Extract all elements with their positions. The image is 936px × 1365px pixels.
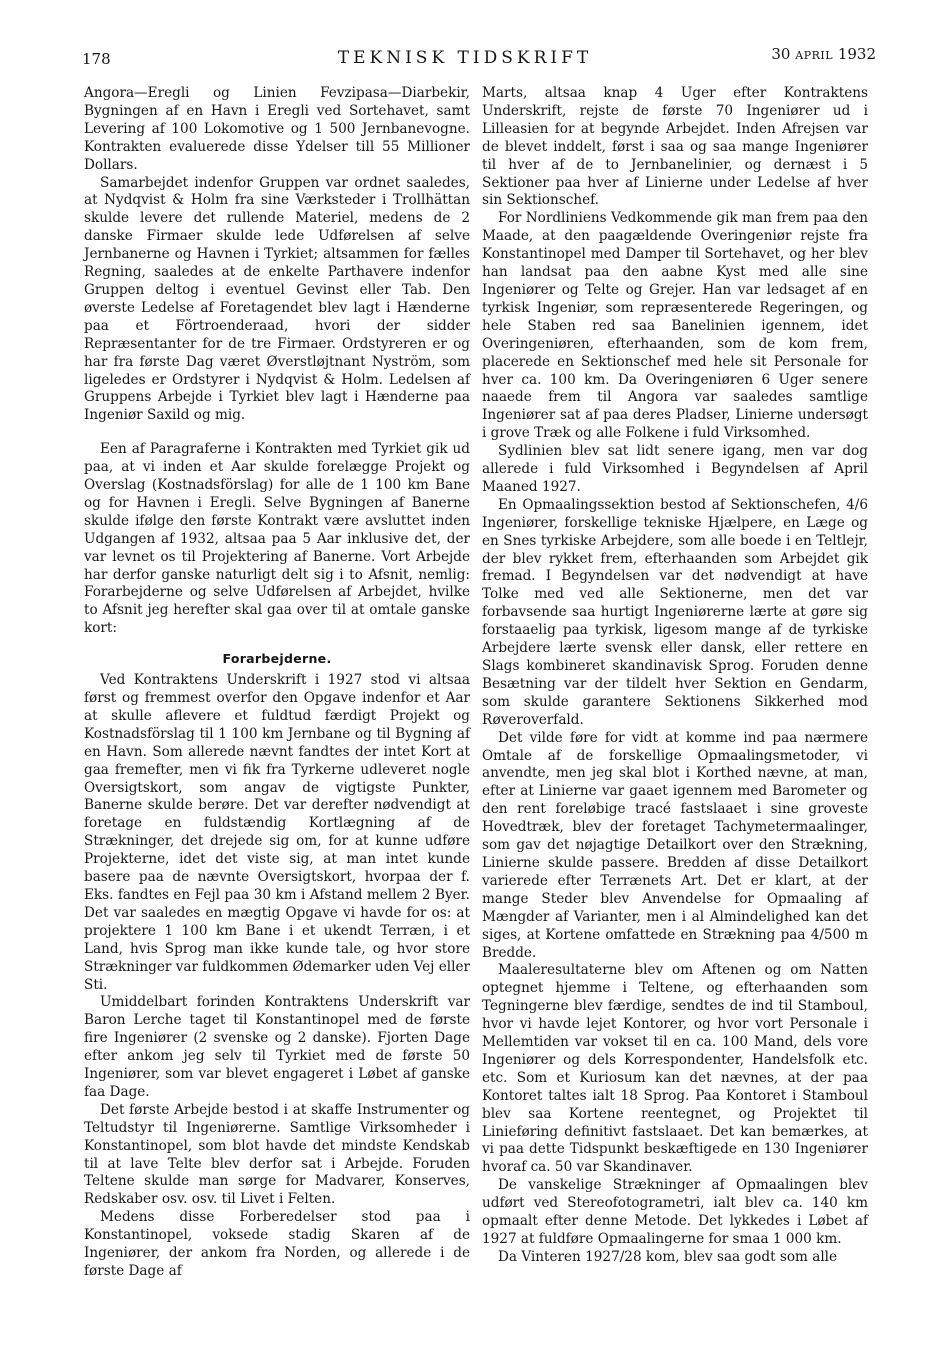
paragraph: De vanskelige Strækninger af Opmaalingen blev udført ved Stereofotogrametri, ialt blev ca. 140 km opmaalt efter denne Metode. Det lykkedes i Løbet af 1927 at fuldføre Opmaalingerne for smaa 1 000 km. xyxy=(482,1177,868,1247)
paragraph: Maaleresultaterne blev om Aftenen og om Natten optegnet hjemme i Teltene, og efterhaanden som Tegningerne blev færdige, sendtes de ind til Stamboul, hvor vi havde lejet Kontorer, og hvor vort Personale i Mellemtiden var vokset til en ca. 100 Mand, dels vore Ingeniører og dels Korrespondenter, Handelsfolk etc. etc. Som et Kuriosum kan det nævnes, at der paa Kontoret taltes ialt 18 Sprog. Paa Kontoret i Stamboul blev saa Kortene reentegnet, og Projektet til Linieføring definitivt fastslaaet. Det kan bemærkes, at vi paa dette Tidspunkt beskæftigede en 130 Ingeniører hvoraf ca. 50 var Skandinaver. xyxy=(482,962,868,1176)
issue-date xyxy=(771,45,876,63)
paragraph: Det vilde føre for vidt at komme ind paa nærmere Omtale af de forskellige Opmaalingsmetoder, vi anvendte, men jeg skal blot i Korthed nævne, at man, efter at Linierne var gaaet igennem med Barometer og den rent foreløbige tracé fastslaaet i sine groveste Hovedtræk, blev der foretaget Tachymetermaalinger, som gav det nøjagtige Detailkort over den Strækning, Linierne skulde passere. Bredden af disse Detailkort varierede efter Terrænets Art. Det er klart, at der mange Steder blev Anvendelse for Opmaaling af Mængder af Varianter, men i al Almindelighed kan det siges, at Kortene omfattede en Strækning paa 4/500 m Bredde. xyxy=(482,729,868,961)
paragraph: Ved Kontraktens Underskrift i 1927 stod vi altsaa først og fremmest overfor den Opgave indenfor et Aar at skulle aflevere et fuldtud færdigt Projekt og Kostnadsförslag til 1 100 km Jernbane og til Bygning af en Havn. Som allerede nævnt fandtes der intet Kort at gaa fremefter, men vi fik fra Tyrkerne udleveret nogle Oversigtskort, som angav de vigtigste Punkter, Banerne skulde berøre. Det var derefter nødvendigt at foretage en fuldstændig Kortlægning af de Strækninger, det drejede sig om, for at kunne udføre Projekterne, idet det viste sig, at man intet kunde basere paa de nævnte Oversigtskort, hvorpaa der f. Eks. fandtes en Fejl paa 30 km i Afstand mellem 2 Byer. Det var saaledes en mægtig Opgave vi havde for os: at projektere 1 100 km Bane i et ukendt Terræn, i et Land, hvis Sprog man ikke kunde tale, og hvor store Strækninger var fuldkommen Ødemarker uden Vej eller Sti. xyxy=(84,672,470,993)
paragraph: Da Vinteren 1927/28 kom, blev saa godt som alle xyxy=(498,1248,838,1265)
paragraph: Det første Arbejde bestod i at skaffe Instrumenter og Teltudstyr til Ingeniørerne. Samtlige Virksomheder i Konstantinopel, som blot havde det mindste Kendskab til at lave Telte blev derfor sat i Arbejde. Foruden Teltene skulde man sørge for Madvarer, Konserves, Redskaber osv. osv. til Livet i Felten. xyxy=(84,1101,470,1208)
paragraph: En Opmaalingssektion bestod af Sektionschefen, 4/6 Ingeniører, forskellige tekniske Hjælpere, en Læge og en Snes tyrkiske Arbejdere, som alle boede i en Teltlejr, der blev rykket frem, efterhaanden som Arbejdet gik fremad. I Begyndelsen var det nødvendigt at have Tolke med ved alle Sektionerne, men det var forbavsende saa hurtigt Ingeniørerne lærte at gøre sig forstaaelig paa tyrkisk, ligesom mange af de tyrkiske Arbejdere lærte svensk eller dansk, eller rettere en Slags kombineret skandinavisk Sprog. Foruden denne Besætning var der tildelt hver Sektion en Gendarm, som skulde garantere Sektionens Sikkerhed mod Røveroverfald. xyxy=(482,496,868,728)
section-heading: Forarbejderne. xyxy=(222,651,332,667)
paragraph: Angora—Eregli og Linien Fevzipasa—Diarbekir, Bygningen af en Havn i Eregli ved Sortehavet, samt Levering af 100 Lokomotive og 1 500 Jernbanevogne. Kontrakten evaluerede disse Ydelser till 55 Millioner Dollars. xyxy=(84,85,470,173)
journal-title: TEKNISK TIDSKRIFT xyxy=(337,48,593,68)
page-header xyxy=(0,0,936,80)
left-column xyxy=(84,85,470,1281)
right-column xyxy=(482,85,868,1267)
page-number: 178 xyxy=(82,50,111,68)
paragraph: Marts, altsaa knap 4 Uger efter Kontraktens Underskrift, rejste de første 70 Ingeniører ud i Lilleasien for at begynde Arbejdet. Inden Afrejsen var de blevet inddelt, først i saa og saa mange Ingeniører til hver af de to Jernbanelinier, og dernæst i 5 Sektioner paa hver af Linierne under Ledelse af hver sin Sektionschef. xyxy=(482,85,868,209)
paragraph: For Nordliniens Vedkommende gik man frem paa den Maade, at den paagældende Overingeniør rejste fra Konstantinopel med Damper til Sortehavet, og her blev han landsat paa den aabne Kyst med alle sine Ingeniører og Telte og Grejer. Han var ledsaget af en tyrkisk Ingeniør, som repræsenterede Regeringen, og hele Staben red saa Banelinien igennem, idet Overingeniøren, efterhaanden, som de kom frem, placerede en Sektionschef med hele sit Personale for hver ca. 100 km. Da Overingeniøren 6 Uger senere naaede frem til Angora var saaledes samtlige Ingeniører sat af paa deres Pladser, Linierne undersøgt i grove Træk og alle Folkene i fuld Virksomhed. xyxy=(482,210,868,442)
issue-date-month: APRIL xyxy=(795,49,834,62)
paragraph: Sydlinien blev sat lidt senere igang, men var dog allerede i fuld Virksomhed i Begyndelsen af April Maaned 1927. xyxy=(482,443,868,495)
paragraph: Umiddelbart forinden Kontraktens Underskrift var Baron Lerche taget til Konstantinopel med de første fire Ingeniører (2 svenske og 2 danske). Fjorten Dage efter ankom jeg selv til Tyrkiet med de første 50 Ingeniører, som var blevet engageret i Løbet af ganske faa Dage. xyxy=(84,994,470,1100)
paragraph: Medens disse Forberedelser stod paa i Konstantinopel, voksede stadig Skaren af de Ingeniører, der ankom fra Norden, og allerede i de første Dage af xyxy=(84,1209,470,1279)
paragraph: Samarbejdet indenfor Gruppen var ordnet saaledes, at Nydqvist & Holm fra sine Værksteder i Trollhättan skulde levere det rullende Materiel, medens de 2 danske Firmaer skulde lede Udførelsen af selve Jernbanerne og Havnen i Tyrkiet; altsammen for fælles Regning, saaledes at de enkelte Parthavere indenfor Gruppen deltog i eventuel Gevinst eller Tab. Den øverste Ledelse af Foretagendet blev lagt i Hænderne paa et Förtroenderaad, hvori der sidder Repræsentanter for de tre Firmaer. Ordstyreren er og har fra første Dag været Øverstløjtnant Nyström, som ligeledes er Ordstyrer i Nydqvist & Holm. Ledelsen af Gruppens Arbejde i Tyrkiet blev lagt i Hænderne paa Ingeniør Saxild og mig. xyxy=(84,174,470,424)
issue-date-year: 1932 xyxy=(837,45,876,63)
paragraph: Een af Paragraferne i Kontrakten med Tyrkiet gik ud paa, at vi inden et Aar skulde forelægge Projekt og Overslag (Kostnadsförslag) for alle de 1 100 km Bane og for Havnen i Eregli. Selve Bygningen af Banerne skulde ifølge den første Kontrakt være avsluttet inden Udgangen af 1932, altsaa paa 5 Aar inklusive det, der var levnet os til Projektering af Banerne. Vort Arbejde har derfor ganske naturligt delt sig i to Afsnit, nemlig: Forarbejderne og selve Udførelsen af Arbejdet, hvilke to Afsnit jeg herefter skal gaa over til at omtale ganske kort: xyxy=(84,441,470,637)
issue-date-day: 30 xyxy=(771,45,791,63)
